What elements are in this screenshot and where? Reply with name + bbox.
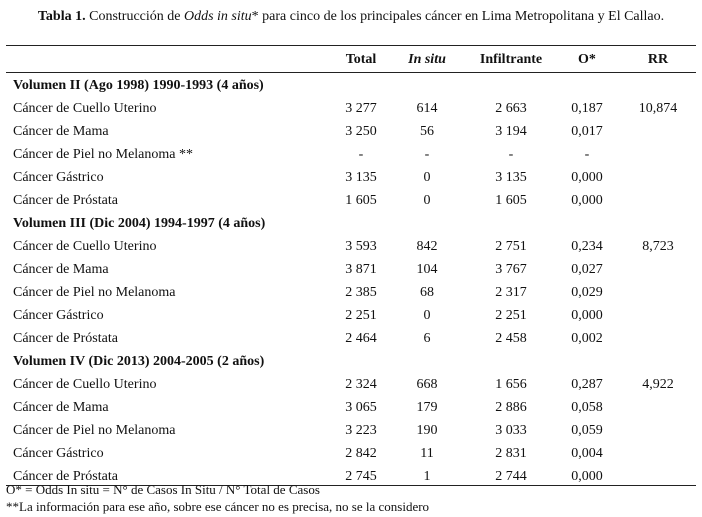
cell-infiltrante: 1 605: [495, 193, 527, 208]
table-header-rule: [6, 72, 696, 73]
header-insitu: In situ: [408, 52, 446, 67]
cell-label: Cáncer de Mama: [13, 124, 109, 139]
cell-label: Cáncer Gástrico: [13, 446, 104, 461]
cell-label: Cáncer de Piel no Melanoma: [13, 423, 176, 438]
cell-total: 3 593: [345, 239, 377, 254]
footnote-precision: **La información para ese año, sobre ese cáncer no es precisa, no se la considero: [6, 499, 430, 514]
cell-insitu: 68: [420, 285, 434, 300]
cell-total: -: [358, 147, 364, 162]
footnote-odds-definition: O* = Odds In situ = N° de Casos In Situ / N° Total de Casos: [6, 482, 320, 497]
cell-label: Cáncer de Cuello Uterino: [13, 239, 157, 254]
table-caption: [20, 8, 682, 26]
cell-infiltrante: 2 663: [495, 101, 527, 116]
table-top-rule: [6, 45, 696, 46]
cell-infiltrante: 2 251: [495, 308, 527, 323]
cell-odds: 0,187: [571, 101, 603, 116]
cell-infiltrante: 2 317: [495, 285, 527, 300]
cell-infiltrante: 2 744: [495, 469, 527, 484]
table-row: [6, 419, 696, 442]
section-header-row: [6, 350, 696, 373]
cell-label: Cáncer de Próstata: [13, 331, 118, 346]
section-title: Volumen II (Ago 1998) 1990-1993 (4 años): [13, 78, 264, 93]
table-row: [6, 396, 696, 419]
cell-rr: 10,874: [638, 101, 678, 116]
cell-insitu: 614: [416, 101, 438, 116]
cell-infiltrante: 2 831: [495, 446, 527, 461]
cell-insitu: 190: [416, 423, 438, 438]
cell-odds: 0,059: [571, 423, 603, 438]
cell-label: Cáncer de Mama: [13, 400, 109, 415]
cell-total: 3 135: [345, 170, 377, 185]
caption-italic-term: Odds in situ: [183, 9, 252, 24]
cell-total: 2 324: [345, 377, 377, 392]
section-header-row: [6, 74, 696, 97]
cell-insitu: 0: [423, 170, 431, 185]
cell-insitu: -: [424, 147, 430, 162]
caption-text-before: Construcción de: [85, 9, 184, 24]
cell-infiltrante: 2 751: [495, 239, 527, 254]
cell-odds: 0,029: [571, 285, 603, 300]
table-row: [6, 166, 696, 189]
cell-insitu: 0: [423, 193, 431, 208]
table-row: [6, 327, 696, 350]
cell-infiltrante: -: [508, 147, 514, 162]
cell-odds: 0,234: [571, 239, 603, 254]
section-title: Volumen IV (Dic 2013) 2004-2005 (2 años): [13, 354, 265, 369]
table-row: [6, 258, 696, 281]
cell-odds: 0,017: [571, 124, 603, 139]
cell-infiltrante: 2 458: [495, 331, 527, 346]
cell-odds: 0,027: [571, 262, 603, 277]
cell-odds: -: [584, 147, 590, 162]
cell-total: 2 745: [345, 469, 377, 484]
cell-infiltrante: 2 886: [495, 400, 527, 415]
cell-total: 3 065: [345, 400, 377, 415]
cell-insitu: 6: [423, 331, 431, 346]
cell-label: Cáncer Gástrico: [13, 308, 104, 323]
cell-infiltrante: 3 033: [495, 423, 527, 438]
cell-label: Cáncer Gástrico: [13, 170, 104, 185]
cell-total: 3 871: [345, 262, 377, 277]
table-row: [6, 97, 696, 120]
table-row: [6, 235, 696, 258]
cell-label: Cáncer de Cuello Uterino: [13, 101, 157, 116]
cell-total: 2 251: [345, 308, 377, 323]
cell-label: Cáncer de Mama: [13, 262, 109, 277]
cell-label: Cáncer de Piel no Melanoma: [13, 285, 176, 300]
cell-odds: 0,000: [571, 193, 603, 208]
section-header-row: [6, 212, 696, 235]
table-row: [6, 304, 696, 327]
cell-total: 3 250: [345, 124, 377, 139]
cell-odds: 0,000: [571, 469, 603, 484]
cell-total: 3 277: [345, 101, 377, 116]
section-title: Volumen III (Dic 2004) 1994-1997 (4 años): [13, 216, 266, 231]
cell-insitu: 668: [416, 377, 438, 392]
cell-infiltrante: 1 656: [495, 377, 527, 392]
cell-odds: 0,058: [571, 400, 603, 415]
cell-insitu: 56: [420, 124, 434, 139]
header-infiltrante: Infiltrante: [479, 52, 543, 67]
cell-total: 2 842: [345, 446, 377, 461]
header-total: Total: [345, 52, 377, 67]
table-row: [6, 143, 696, 166]
table-row: [6, 281, 696, 304]
cell-infiltrante: 3 194: [495, 124, 527, 139]
table-header-row: [6, 48, 696, 71]
cell-insitu: 11: [420, 446, 434, 461]
cell-total: 1 605: [345, 193, 377, 208]
cell-insitu: 0: [423, 308, 431, 323]
header-rr: RR: [647, 52, 669, 67]
cell-odds: 0,000: [571, 308, 603, 323]
cell-rr: 4,922: [642, 377, 674, 392]
cell-insitu: 1: [423, 469, 431, 484]
cell-infiltrante: 3 135: [495, 170, 527, 185]
cell-odds: 0,287: [571, 377, 603, 392]
table-row: [6, 189, 696, 212]
table-row: [6, 373, 696, 396]
cell-total: 2 464: [345, 331, 377, 346]
cell-total: 2 385: [345, 285, 377, 300]
caption-label: Tabla 1.: [37, 9, 86, 24]
table-row: [6, 442, 696, 465]
caption-text-after: * para cinco de los principales cáncer en Lima Metropolitana y El Callao.: [251, 9, 665, 24]
table-row: [6, 120, 696, 143]
cell-odds: 0,002: [571, 331, 603, 346]
cell-odds: 0,004: [571, 446, 603, 461]
cell-label: Cáncer de Piel no Melanoma **: [13, 147, 194, 162]
cell-infiltrante: 3 767: [495, 262, 527, 277]
cell-insitu: 104: [416, 262, 438, 277]
cell-odds: 0,000: [571, 170, 603, 185]
cell-label: Cáncer de Próstata: [13, 193, 118, 208]
header-odds: O*: [578, 52, 596, 67]
cell-rr: 8,723: [642, 239, 674, 254]
cell-insitu: 842: [416, 239, 438, 254]
cell-label: Cáncer de Cuello Uterino: [13, 377, 157, 392]
cell-insitu: 179: [416, 400, 438, 415]
cell-total: 3 223: [345, 423, 377, 438]
cell-label: Cáncer de Próstata: [13, 469, 118, 484]
